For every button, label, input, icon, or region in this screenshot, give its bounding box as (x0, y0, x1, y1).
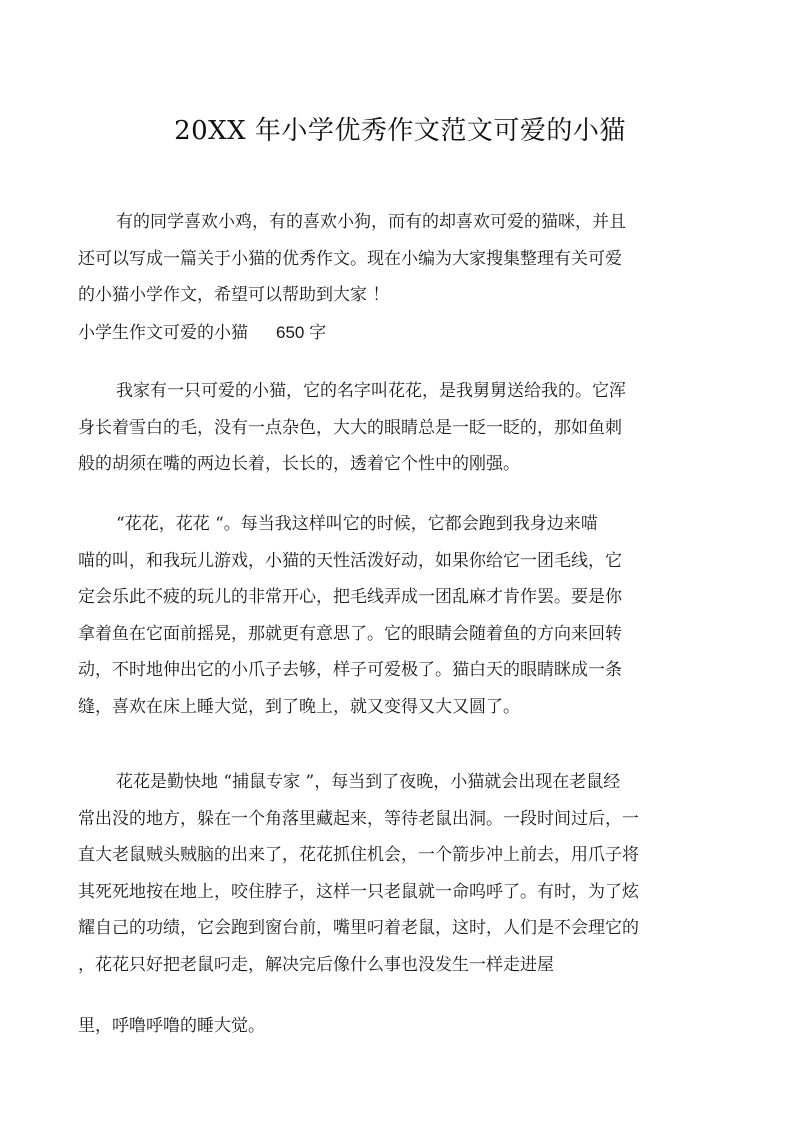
paragraph-line: 我家有一只可爱的小猫，它的名字叫花花，是我舅舅送给我的。它浑 (116, 381, 626, 401)
section-subheading (78, 318, 326, 348)
paragraph-line: 喵的叫，和我玩儿游戏，小猫的天性活泼好动，如果你给它一团毛线，它 (78, 550, 622, 571)
body-paragraph-1 (78, 373, 718, 483)
paragraph-line: 耀自己的功绩，它会跑到窗台前，嘴里叼着老鼠，这时，人们是不会理它的 (78, 918, 639, 938)
paragraph-line: 还可以写成一篇关于小猫的优秀作文。现在小编为大家搜集整理有关可爱 (78, 248, 622, 269)
paragraph-line: 身长着雪白的毛，没有一点杂色，大大的眼睛总是一眨一眨的，那如鱼刺 (78, 417, 622, 438)
paragraph-line: 的小猫小学作文，希望可以帮助到大家 ！ (78, 285, 390, 305)
intro-paragraph (78, 204, 718, 314)
subheading-label: 小学生作文可爱的小猫 (78, 323, 248, 343)
paragraph-line: 常出没的地方，躲在一个角落里藏起来，等待老鼠出洞。一段时间过后，一 (78, 808, 639, 829)
paragraph-line: 动，不时地伸出它的小爪子去够，样子可爱极了。猫白天的眼睛眯成一条 (78, 660, 622, 680)
paragraph-line: “花花，花花 “。每当我这样叫它的时候，它都会跑到我身边来喵 (116, 514, 598, 534)
paragraph-line: 拿着鱼在它面前摇晃，那就更有意思了。它的眼睛会随着鱼的方向来回转 (78, 623, 622, 644)
paragraph-line: 有的同学喜欢小鸡，有的喜欢小狗，而有的却喜欢可爱的猫咪，并且 (116, 212, 626, 232)
paragraph-line: 里，呼噜呼噜的睡大觉。 (78, 1016, 265, 1036)
paragraph-line: 其死死地按在地上，咬住脖子，这样一只老鼠就一命呜呼了。有时，为了炫 (78, 881, 639, 902)
body-paragraph-3 (78, 764, 718, 983)
paragraph-line: 缝，喜欢在床上睡大觉，到了晚上，就又变得又大又圆了。 (78, 696, 520, 717)
paragraph-line: 花花是勤快地 “捕鼠专家 ”，每当到了夜晚，小猫就会出现在老鼠经 (116, 772, 621, 792)
paragraph-line: 定会乐此不疲的玩儿的非常开心，把毛线弄成一团乱麻才肯作罢。要是你 (78, 587, 622, 607)
paragraph-line: 般的胡须在嘴的两边长着，长长的，透着它个性中的刚强。 (78, 454, 520, 474)
body-paragraph-3-continued (78, 1008, 718, 1045)
document-title: 20XX 年小学优秀作文范文可爱的小猫 (174, 116, 626, 146)
word-count: 650 字 (276, 323, 327, 342)
paragraph-line: ，花花只好把老鼠叼走，解决完后像什么事也没发生一样走进屋 (78, 954, 554, 975)
paragraph-line: 直大老鼠贼头贼脑的出来了，花花抓住机会，一个箭步冲上前去，用爪子将 (78, 845, 639, 865)
body-paragraph-2 (78, 506, 718, 725)
